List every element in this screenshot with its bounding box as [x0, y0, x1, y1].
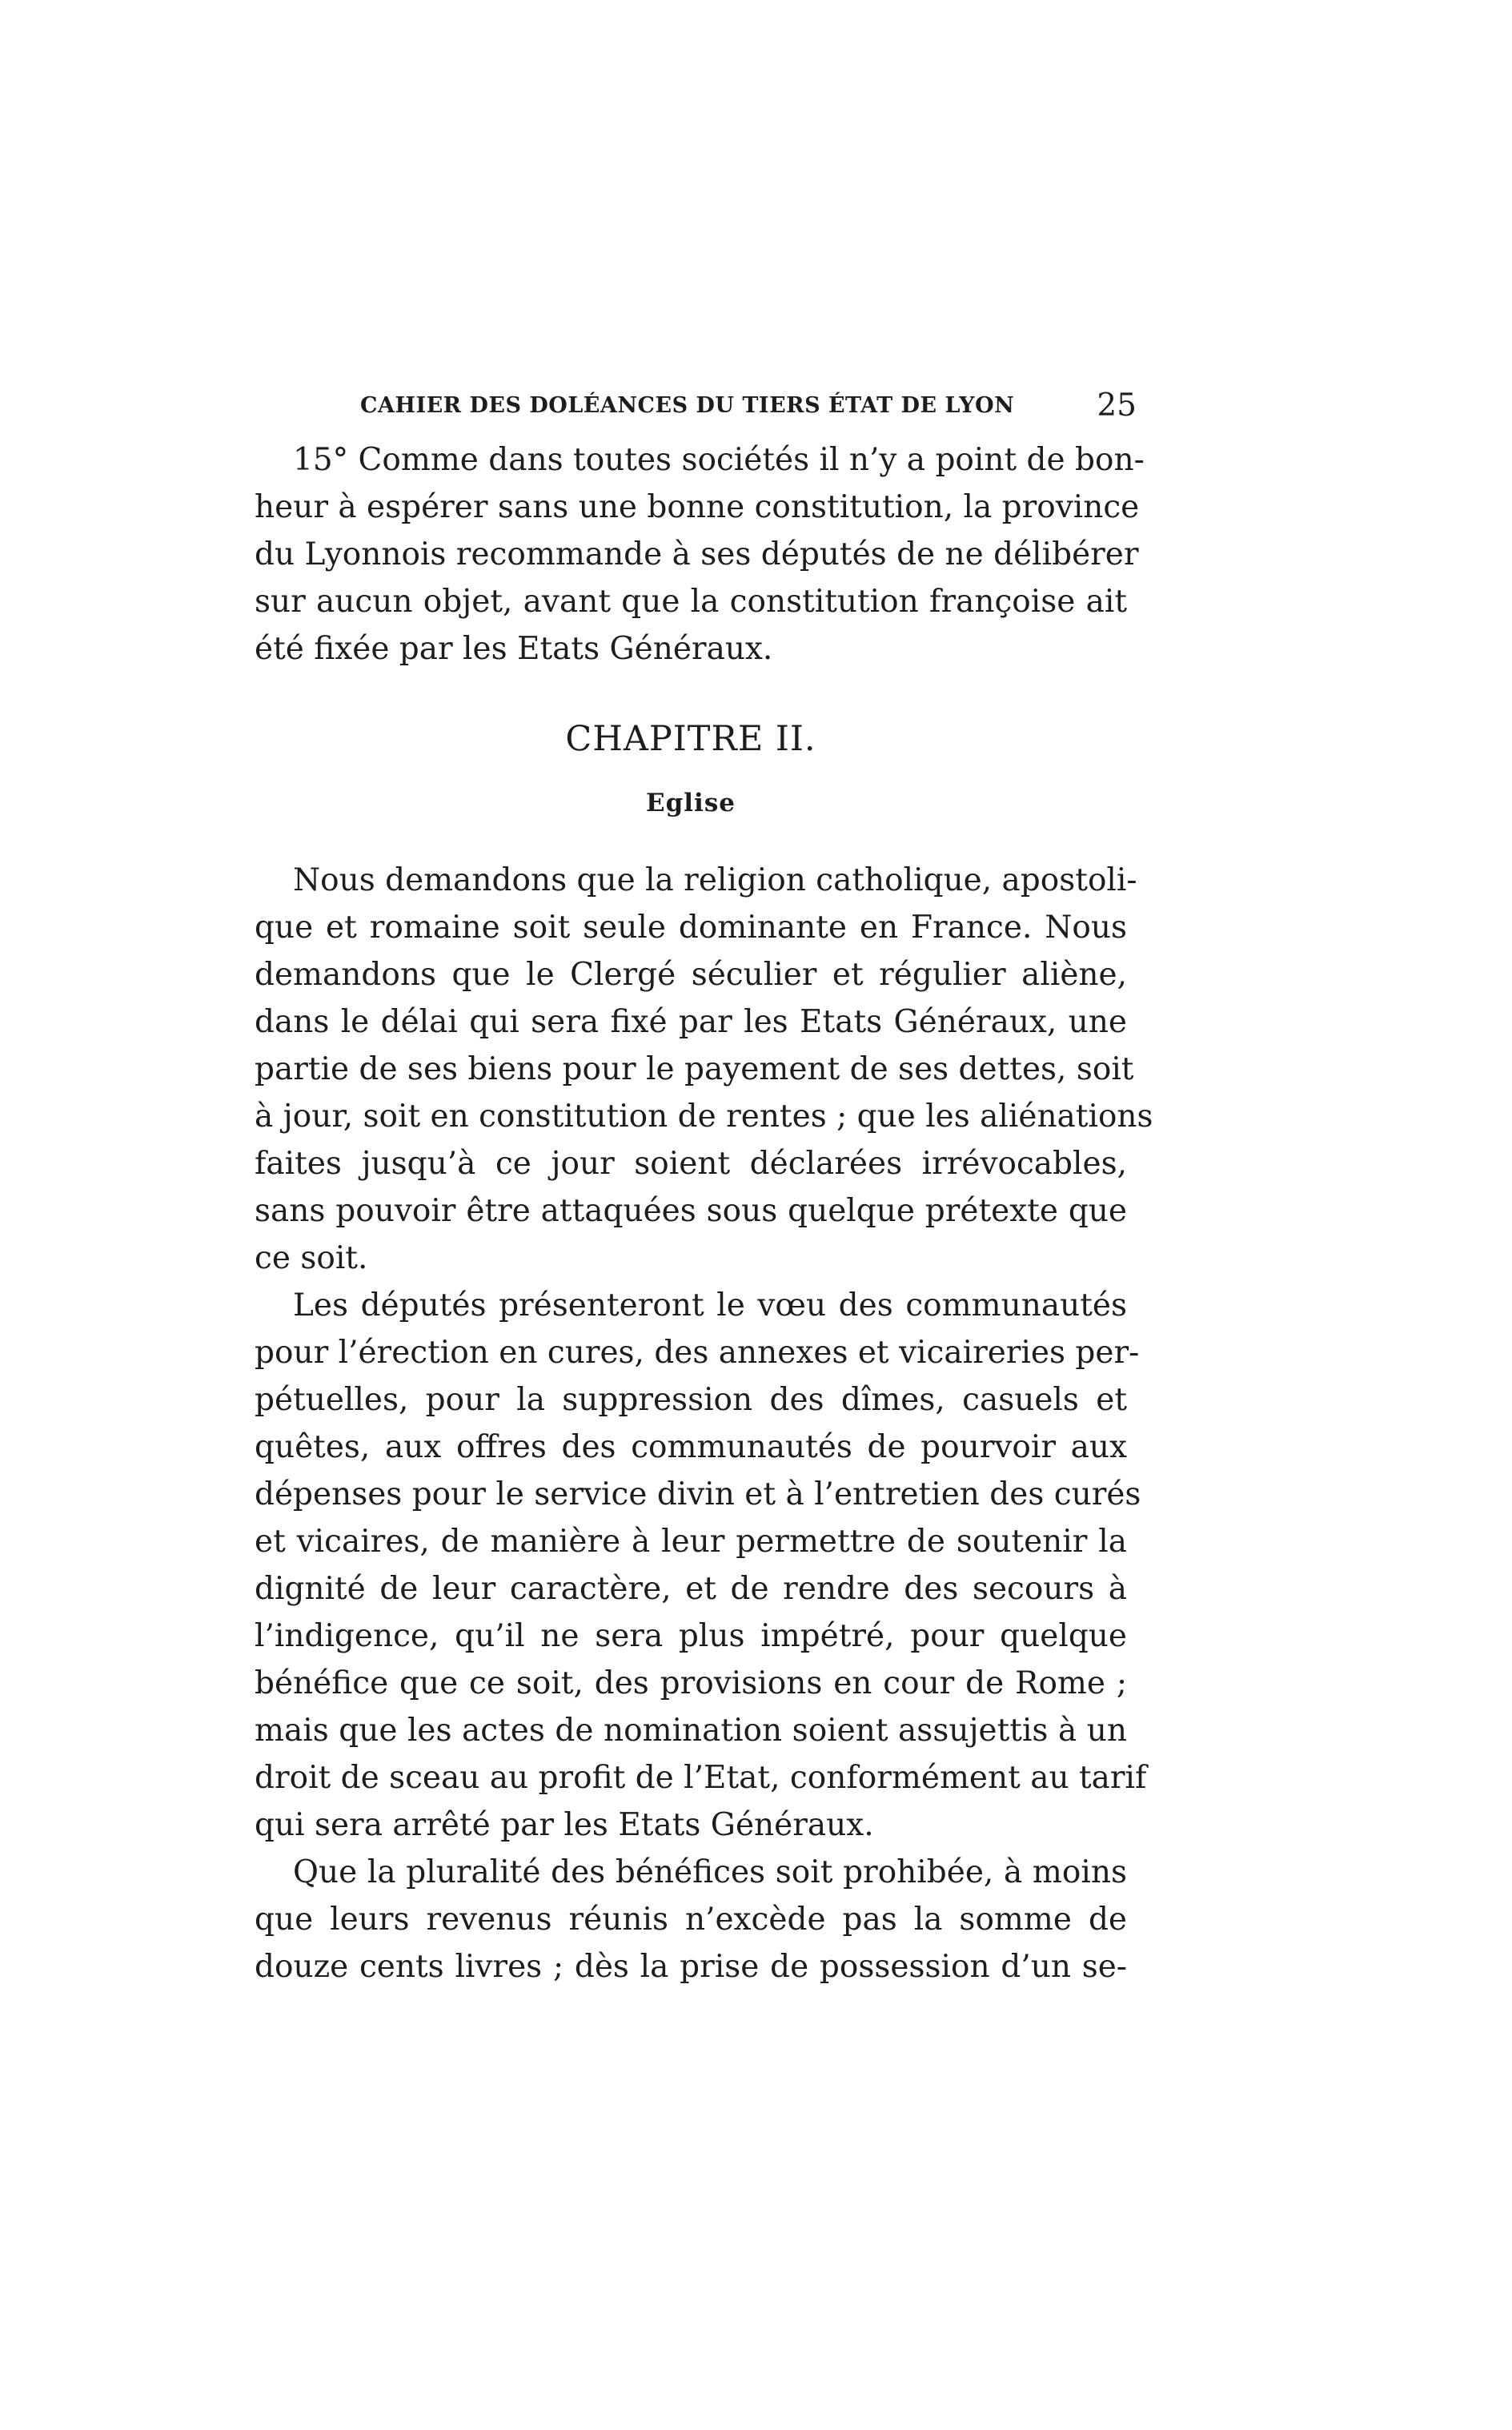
text-line: Les députés présenteront le vœu des communautés: [293, 1287, 1127, 1323]
text-line: dignité de leur caractère, et de rendre des secours à: [255, 1571, 1127, 1607]
text-line: ce soit.: [255, 1240, 368, 1276]
text-line: pétuelles, pour la suppression des dîmes, casuels et: [255, 1382, 1127, 1418]
text-line: heur à espérer sans une bonne constitution, la province: [255, 489, 1140, 525]
text-line: Que la pluralité des bénéfices soit prohibée, à moins: [293, 1854, 1127, 1890]
text-line: été fixée par les Etats Généraux.: [255, 631, 773, 667]
text-line: à jour, soit en constitution de rentes ; que les aliénations: [255, 1099, 1153, 1135]
page-number: 25: [1097, 387, 1137, 424]
text-line: que et romaine soit seule dominante en France. Nous: [255, 910, 1127, 946]
text-line: du Lyonnois recommande à ses députés de ne délibérer: [255, 536, 1139, 572]
text-line: bénéfice que ce soit, des provisions en cour de Rome ;: [255, 1665, 1127, 1701]
text-line: qui sera arrêté par les Etats Généraux.: [255, 1807, 874, 1843]
text-line: dépenses pour le service divin et à l’entretien des curés: [255, 1476, 1141, 1512]
text-line: demandons que le Clergé séculier et régulier aliène,: [255, 957, 1127, 993]
text-line: dans le délai qui sera fixé par les Etats Généraux, une: [255, 1004, 1127, 1040]
text-line: que leurs revenus réunis n’excède pas la somme de: [255, 1902, 1127, 1938]
text-line: l’indigence, qu’il ne sera plus impétré, pour quelque: [255, 1618, 1127, 1654]
text-line: 15° Comme dans toutes sociétés il n’y a point de bon-: [293, 442, 1145, 478]
running-title: CAHIER DES DOLÉANCES DU TIERS ÉTAT DE LYON: [360, 392, 1015, 418]
text-line: sans pouvoir être attaquées sous quelque prétexte que: [255, 1193, 1127, 1229]
text-line: droit de sceau au profit de l’Etat, conformément au tarif: [255, 1760, 1147, 1796]
text-line: sur aucun objet, avant que la constitution françoise ait: [255, 584, 1127, 620]
text-line: faites jusqu’à ce jour soient déclarées irrévocables,: [255, 1146, 1127, 1182]
text-line: et vicaires, de manière à leur permettre de soutenir la: [255, 1524, 1127, 1560]
text-line: douze cents livres ; dès la prise de possession d’un se-: [255, 1949, 1127, 1985]
text-line: Nous demandons que la religion catholique, apostoli-: [293, 862, 1137, 898]
chapter-subject: Eglise: [645, 789, 736, 817]
text-line: mais que les actes de nomination soient assujettis à un: [255, 1713, 1127, 1749]
text-line: quêtes, aux offres des communautés de pourvoir aux: [255, 1429, 1127, 1465]
text-line: pour l’érection en cures, des annexes et vicaireries per-: [255, 1335, 1140, 1371]
chapter-heading: CHAPITRE II.: [565, 719, 816, 759]
running-head: [360, 383, 1137, 428]
text-line: partie de ses biens pour le payement de ses dettes, soit: [255, 1051, 1134, 1087]
